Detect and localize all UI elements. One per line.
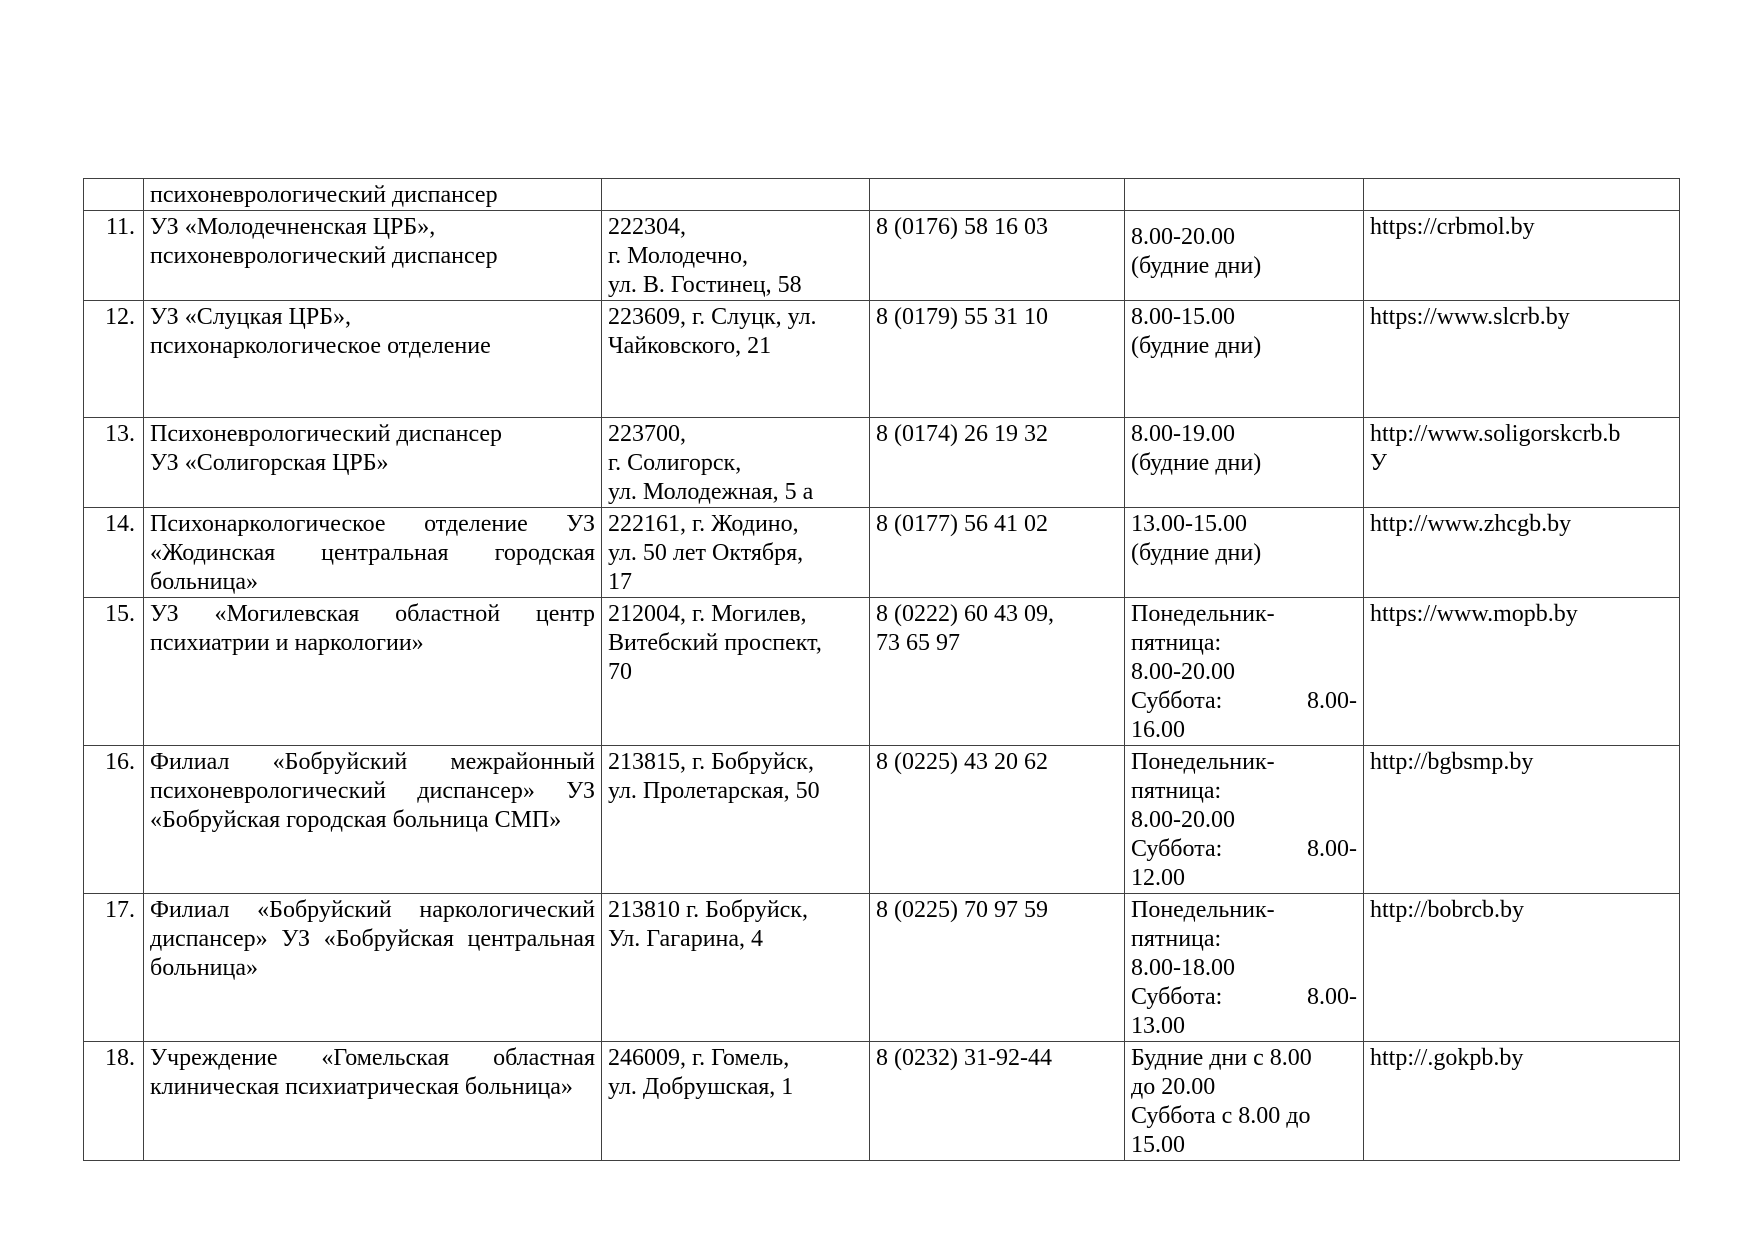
- cell-address: [602, 894, 870, 1042]
- hours-line: 13.00-15.00: [1131, 511, 1247, 537]
- hours-line: 8.00-20.00: [1131, 807, 1235, 833]
- table-row: [84, 179, 1680, 211]
- hours-line: (будние дни): [1131, 540, 1262, 566]
- hours-line: Будние дни с 8.00: [1131, 1045, 1312, 1071]
- phone-line: 73 65 97: [876, 630, 960, 656]
- row-number: 13.: [105, 421, 135, 447]
- table-row: [84, 746, 1680, 894]
- address-line: 223700,: [608, 421, 686, 447]
- hours-line: Суббота: 8.00-: [1131, 984, 1357, 1010]
- row-number: 14.: [105, 511, 135, 537]
- address-line: 70: [608, 659, 632, 685]
- cell-address: [602, 598, 870, 746]
- address-line: ул. Молодежная, 5 а: [608, 479, 814, 505]
- facility-table: [83, 178, 1680, 1161]
- hours-line: 8.00-20.00: [1131, 224, 1235, 250]
- hours-line: Суббота: 8.00-: [1131, 688, 1357, 714]
- address-line: 17: [608, 569, 632, 595]
- address-line: Чайковского, 21: [608, 333, 772, 359]
- hours-line: пятница:: [1131, 630, 1222, 656]
- address-line: ул. Пролетарская, 50: [608, 778, 820, 804]
- hours-line: пятница:: [1131, 778, 1222, 804]
- address-line: 222161, г. Жодино,: [608, 511, 799, 537]
- cell-address: [602, 1042, 870, 1161]
- phone-line: 8 (0232) 31-92-44: [876, 1045, 1052, 1071]
- cell-phone: [870, 598, 1125, 746]
- cell-site: [1364, 894, 1680, 1042]
- name-line: психоневрологический диспансер: [150, 243, 498, 269]
- cell-hours: [1125, 179, 1364, 211]
- name-line: УЗ «Могилевская областной центр психиатрии и наркологии»: [150, 601, 601, 656]
- cell-num: [84, 894, 144, 1042]
- site-line[interactable]: http://bobrcb.by: [1370, 897, 1524, 923]
- cell-num: [84, 746, 144, 894]
- address-line: Витебский проспект,: [608, 630, 822, 656]
- hours-line: Понедельник-: [1131, 749, 1275, 775]
- cell-phone: [870, 179, 1125, 211]
- hours-line: 8.00-18.00: [1131, 955, 1235, 981]
- name-line: психоневрологический диспансер: [150, 182, 498, 208]
- site-line[interactable]: http://bgbsmp.by: [1370, 749, 1534, 775]
- facility-table-body: [84, 179, 1680, 1161]
- site-line[interactable]: http://www.zhcgb.by: [1370, 511, 1572, 537]
- cell-name: [144, 598, 602, 746]
- address-line: 213815, г. Бобруйск,: [608, 749, 814, 775]
- name-line: УЗ «Молодечненская ЦРБ»,: [150, 214, 436, 240]
- row-number: 17.: [105, 897, 135, 923]
- hours-line: 12.00: [1131, 865, 1185, 891]
- cell-name: [144, 894, 602, 1042]
- address-line: 222304,: [608, 214, 686, 240]
- table-row: [84, 1042, 1680, 1161]
- cell-phone: [870, 894, 1125, 1042]
- site-line[interactable]: https://www.mopb.by: [1370, 601, 1578, 627]
- phone-line: 8 (0177) 56 41 02: [876, 511, 1048, 537]
- hours-line: 16.00: [1131, 717, 1185, 743]
- cell-site: [1364, 1042, 1680, 1161]
- address-line: г. Молодечно,: [608, 243, 749, 269]
- cell-address: [602, 508, 870, 598]
- cell-num: [84, 508, 144, 598]
- name-line: Филиал «Бобруйский наркологический диспансер» УЗ «Бобруйская центральная больница»: [150, 897, 601, 981]
- cell-hours: [1125, 598, 1364, 746]
- cell-name: [144, 1042, 602, 1161]
- address-line: 223609, г. Слуцк, ул.: [608, 304, 817, 330]
- table-row: [84, 508, 1680, 598]
- cell-site: [1364, 746, 1680, 894]
- cell-hours: [1125, 894, 1364, 1042]
- address-line: ул. В. Гостинец, 58: [608, 272, 802, 298]
- cell-num: [84, 1042, 144, 1161]
- cell-hours: [1125, 1042, 1364, 1161]
- hours-line: 8.00-19.00: [1131, 421, 1235, 447]
- site-line[interactable]: http://www.soligorskcrb.b: [1370, 421, 1621, 447]
- cell-address: [602, 179, 870, 211]
- cell-phone: [870, 418, 1125, 508]
- table-row: [84, 211, 1680, 301]
- cell-phone: [870, 746, 1125, 894]
- address-line: 212004, г. Могилев,: [608, 601, 807, 627]
- table-row: [84, 418, 1680, 508]
- cell-name: [144, 211, 602, 301]
- cell-hours: [1125, 508, 1364, 598]
- cell-phone: [870, 1042, 1125, 1161]
- hours-line: пятница:: [1131, 926, 1222, 952]
- cell-name: [144, 301, 602, 418]
- hours-line: Понедельник-: [1131, 897, 1275, 923]
- cell-site: [1364, 211, 1680, 301]
- cell-hours: [1125, 746, 1364, 894]
- hours-line: 13.00: [1131, 1013, 1185, 1039]
- hours-line: Суббота с 8.00 до: [1131, 1103, 1311, 1129]
- cell-address: [602, 211, 870, 301]
- cell-phone: [870, 211, 1125, 301]
- hours-line: Суббота: 8.00-: [1131, 836, 1357, 862]
- cell-hours: [1125, 418, 1364, 508]
- name-line: УЗ «Слуцкая ЦРБ»,: [150, 304, 351, 330]
- hours-line: (будние дни): [1131, 450, 1262, 476]
- table-row: [84, 598, 1680, 746]
- cell-num: [84, 598, 144, 746]
- cell-name: [144, 508, 602, 598]
- phone-line: 8 (0222) 60 43 09,: [876, 601, 1054, 627]
- table-row: [84, 301, 1680, 418]
- cell-num: [84, 179, 144, 211]
- site-line[interactable]: https://www.slcrb.by: [1370, 304, 1570, 330]
- cell-site: [1364, 508, 1680, 598]
- cell-site: [1364, 418, 1680, 508]
- name-line: Психоневрологический диспансер: [150, 421, 503, 447]
- cell-num: [84, 301, 144, 418]
- cell-num: [84, 418, 144, 508]
- cell-num: [84, 211, 144, 301]
- address-line: ул. Добрушская, 1: [608, 1074, 794, 1100]
- cell-address: [602, 301, 870, 418]
- cell-phone: [870, 508, 1125, 598]
- name-line: УЗ «Солигорская ЦРБ»: [150, 450, 389, 476]
- row-number: 16.: [105, 749, 135, 775]
- address-line: 246009, г. Гомель,: [608, 1045, 790, 1071]
- hours-line: 8.00-20.00: [1131, 659, 1235, 685]
- cell-site: [1364, 179, 1680, 211]
- address-line: ул. 50 лет Октября,: [608, 540, 804, 566]
- phone-line: 8 (0174) 26 19 32: [876, 421, 1048, 447]
- phone-line: 8 (0225) 43 20 62: [876, 749, 1048, 775]
- site-line[interactable]: https://crbmol.by: [1370, 214, 1535, 240]
- row-number: 15.: [105, 601, 135, 627]
- cell-phone: [870, 301, 1125, 418]
- phone-line: 8 (0176) 58 16 03: [876, 214, 1048, 240]
- cell-name: [144, 179, 602, 211]
- hours-line: Понедельник-: [1131, 601, 1275, 627]
- table-row: [84, 894, 1680, 1042]
- hours-line: (будние дни): [1131, 253, 1262, 279]
- cell-hours: [1125, 211, 1364, 301]
- name-line: Филиал «Бобруйский межрайонный психоневрологический диспансер» УЗ «Бобруйская городская больница СМП»: [150, 749, 601, 833]
- address-line: Ул. Гагарина, 4: [608, 926, 764, 952]
- cell-address: [602, 746, 870, 894]
- cell-address: [602, 418, 870, 508]
- row-number: 12.: [105, 304, 135, 330]
- phone-line: 8 (0225) 70 97 59: [876, 897, 1048, 923]
- name-line: Учреждение «Гомельская областная клиническая психиатрическая больница»: [150, 1045, 601, 1100]
- name-line: Психонаркологическое отделение УЗ «Жодинская центральная городская больница»: [150, 511, 601, 595]
- address-line: 213810 г. Бобруйск,: [608, 897, 808, 923]
- site-line[interactable]: http://.gokpb.by: [1370, 1045, 1524, 1071]
- row-number: 11.: [105, 214, 135, 240]
- site-line[interactable]: У: [1370, 450, 1387, 476]
- row-number: 18.: [105, 1045, 135, 1071]
- address-line: г. Солигорск,: [608, 450, 742, 476]
- hours-line: до 20.00: [1131, 1074, 1216, 1100]
- hours-line: 8.00-15.00: [1131, 304, 1235, 330]
- cell-name: [144, 418, 602, 508]
- name-line: психонаркологическое отделение: [150, 333, 491, 359]
- hours-line: (будние дни): [1131, 333, 1262, 359]
- phone-line: 8 (0179) 55 31 10: [876, 304, 1048, 330]
- cell-site: [1364, 301, 1680, 418]
- cell-site: [1364, 598, 1680, 746]
- hours-line: 15.00: [1131, 1132, 1185, 1158]
- cell-name: [144, 746, 602, 894]
- cell-hours: [1125, 301, 1364, 418]
